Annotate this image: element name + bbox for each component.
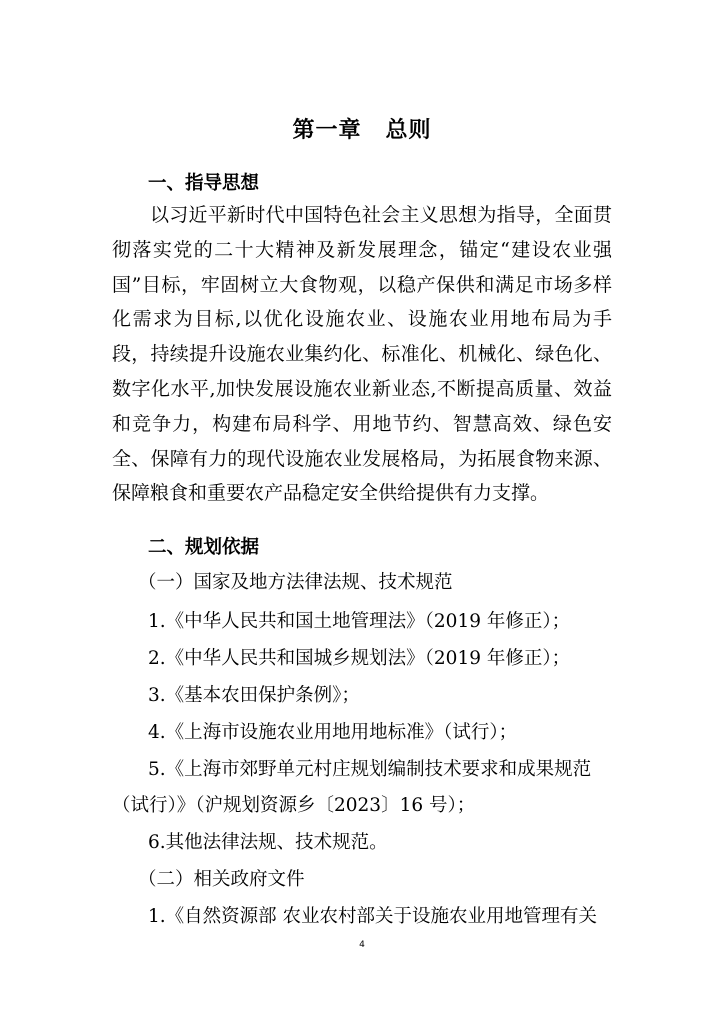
section-heading-planning-basis: 二、规划依据 [148, 537, 260, 558]
list-item: 2.《中华人民共和国城乡规划法》（2019 年修正）； [148, 648, 571, 669]
guiding-ideology-paragraph: 以习近平新时代中国特色社会主义思想为指导，全面贯彻落实党的二十大精神及新发展理念，锚定“建设农业强国”目标，牢固树立大食物观，以稳产保供和满足市场多样化需求为目标,以优化设施农业、设施农业用地布局为手段，持续提升设施农业集约化、标准化、机械化、绿色化、数字化水平,加快发展设施农业新业态,不断提高质量、效益和竞争力，构建布局科学、用地节约、智慧高效、绿色安全、保障有力的现代设施农业发展格局，为拓展食物来源、保障粮食和重要农产品稳定安全供给提供有力支撑。 [112, 204, 612, 505]
chapter-name: 总则 [385, 118, 432, 143]
list-item: 4.《上海市设施农业用地用地标准》（试行）； [148, 722, 518, 743]
chapter-title [0, 116, 724, 146]
list-item: 3.《基本农田保护条例》； [148, 685, 360, 706]
list-item: 6.其他法律法规、技术规范。 [148, 832, 388, 853]
list-item: 1.《中华人民共和国土地管理法》（2019 年修正）； [148, 611, 571, 632]
list-item: 5.《上海市郊野单元村庄规划编制技术要求和成果规范 [148, 759, 592, 780]
list-item: 1.《自然资源部 农业农村部关于设施农业用地管理有关 [148, 906, 598, 927]
list-item-continuation: （试行）》（沪规划资源乡〔2023〕16 号）； [112, 795, 476, 816]
subsection-government-documents: （二）相关政府文件 [138, 869, 305, 890]
section-heading-guiding-ideology: 一、指导思想 [148, 173, 260, 194]
chapter-label: 第一章 [292, 118, 362, 143]
page-number: 4 [359, 940, 365, 950]
subsection-laws-regulations: （一）国家及地方法律法规、技术规范 [138, 572, 453, 593]
